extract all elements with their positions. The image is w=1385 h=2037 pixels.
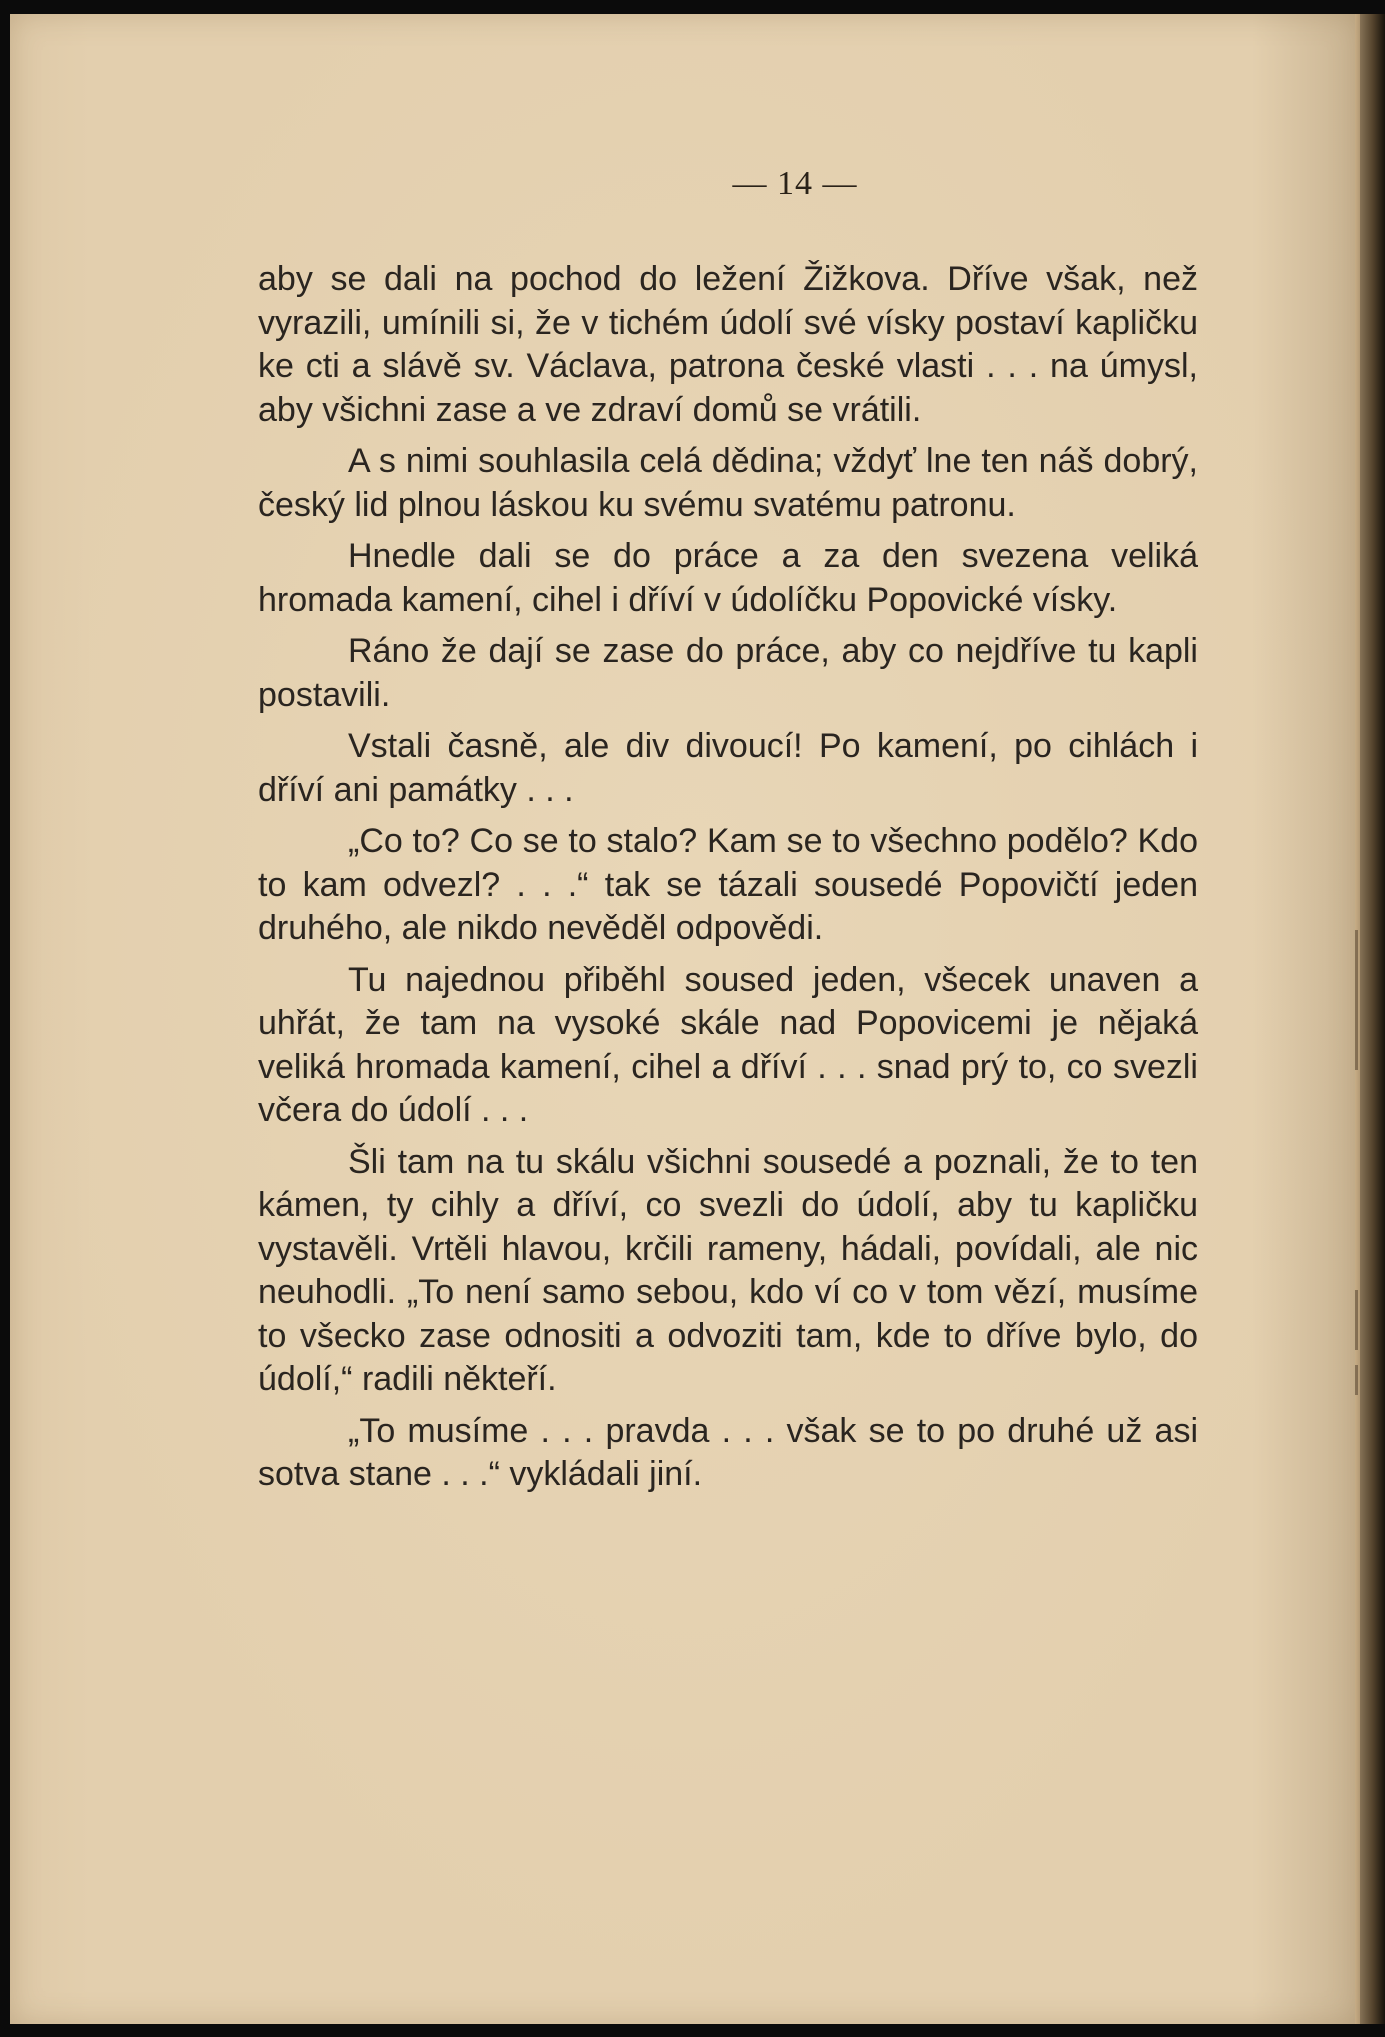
paragraph: Ráno že dají se zase do práce, aby co nejdříve tu kapli postavili. [258,632,1198,714]
paragraph: Hnedle dali se do práce a za den svezena veliká hromada kamení, cihel i dříví v údolíčku Popovické vísky. [258,537,1198,619]
paragraph: aby se dali na pochod do ležení Žižkova. Dříve však, než vyrazili, umínili si, že v tichém údolí své vísky postaví kapličku ke cti a slávě sv. Václava, patrona české vlasti . . . na úmysl, aby všichni zase a ve zdraví domů se vrátili. [258,260,1198,429]
book-spine-shadow [1355,14,1385,2024]
margin-mark [1355,1365,1358,1395]
page-number: — 14 — [732,165,858,202]
paragraph: „To musíme . . . pravda . . . však se to po druhé už asi sotva stane . . .“ vykládali jiní. [258,1411,1198,1493]
margin-mark [1355,930,1358,1070]
paragraph: A s nimi souhlasila celá dědina; vždyť lne ten náš dobrý, český lid plnou láskou ku svému svatému patronu. [258,442,1198,524]
body-text [258,258,1198,1505]
paragraph: Šli tam na tu skálu všichni sousedé a poznali, že to ten kámen, ty cihly a dříví, co svezli do údolí, aby tu kapličku vystavěli. Vrtěli hlavou, krčili rameny, hádali, povídali, ale nic neuhodli. „To není samo sebou, kdo ví co v tom vězí, musíme to všecko zase odnositi a odvoziti tam, kde to dříve bylo, do údolí,“ radili někteří. [258,1142,1198,1398]
paragraph: „Co to? Co se to stalo? Kam se to všechno podělo? Kdo to kam odvezl? . . .“ tak se tázali sousedé Popovičtí jeden druhého, ale nikdo nevěděl odpovědi. [258,822,1198,947]
paragraph: Tu najednou přiběhl soused jeden, všecek unaven a uhřát, že tam na vysoké skále nad Popovicemi je nějaká veliká hromada kamení, cihel a dříví . . . snad prý to, co svezli včera do údolí . . . [258,960,1198,1129]
margin-mark [1355,1290,1358,1350]
paragraph: Vstali časně, ale div divoucí! Po kamení, po cihlách i dříví ani památky . . . [258,727,1198,809]
